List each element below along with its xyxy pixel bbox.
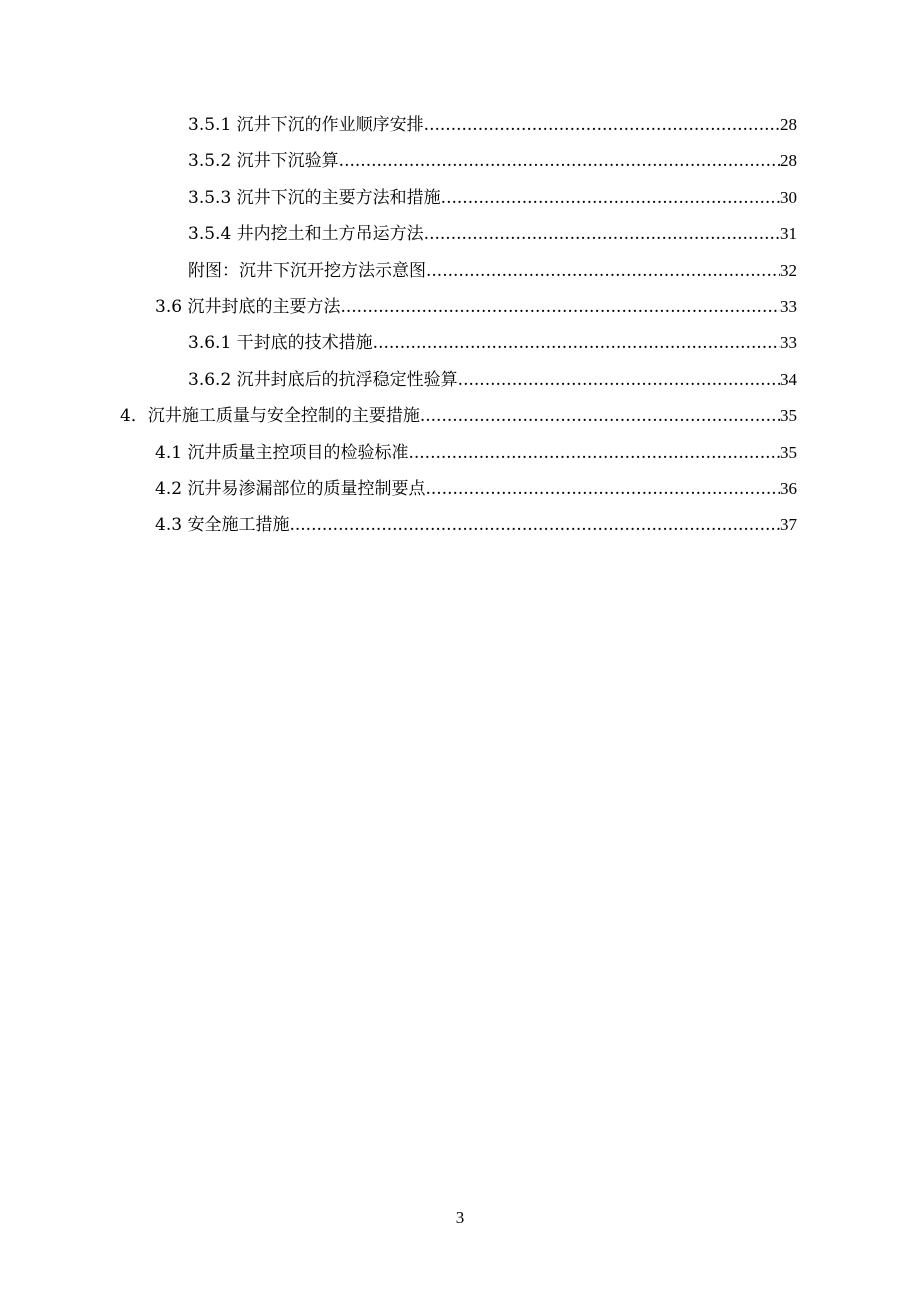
toc-entry-page: 35 <box>780 442 797 462</box>
toc-entry-page: 30 <box>780 187 797 207</box>
toc-dot-leader <box>373 325 780 361</box>
toc-entry-page: 36 <box>780 478 797 498</box>
toc-entry-4-3[interactable] <box>0 507 920 543</box>
toc-entry-title: 附图：沉井下沉开挖方法示意图 <box>188 260 426 281</box>
toc-entry-page: 28 <box>780 151 797 171</box>
toc-entry-appendix-figure[interactable] <box>0 253 920 289</box>
toc-entry-page: 33 <box>780 296 797 316</box>
toc-entry-title: 4.1 沉井质量主控项目的检验标准 <box>155 442 409 463</box>
toc-entry-4-1[interactable] <box>0 435 920 471</box>
toc-entry-3-5-3[interactable] <box>0 180 920 216</box>
toc-entry-title: 3.6 沉井封底的主要方法 <box>155 296 341 317</box>
toc-entry-page: 37 <box>780 515 797 535</box>
toc-entry-page: 31 <box>780 224 797 244</box>
toc-entry-3-6-1[interactable] <box>0 325 920 361</box>
toc-entry-3-6[interactable] <box>0 289 920 325</box>
toc-dot-leader <box>424 216 780 252</box>
toc-entry-title: 4.2 沉井易渗漏部位的质量控制要点 <box>155 478 426 499</box>
toc-entry-3-5-4[interactable] <box>0 216 920 252</box>
toc-entry-title: 3.5.3 沉井下沉的主要方法和措施 <box>188 187 441 208</box>
toc-entry-page: 28 <box>780 115 797 134</box>
toc-entry-3-5-2[interactable] <box>0 143 920 179</box>
toc-dot-leader <box>426 253 780 289</box>
toc-dot-leader <box>424 107 780 143</box>
toc-dot-leader <box>441 180 780 216</box>
toc-entry-title: 3.5.4 井内挖土和土方吊运方法 <box>188 224 424 245</box>
toc-entry-title: 3.5.1 沉井下沉的作业顺序安排 <box>188 115 424 135</box>
toc-dot-leader <box>289 507 780 543</box>
page-number: 3 <box>455 1208 465 1227</box>
toc-dot-leader <box>425 471 780 507</box>
toc-entry-page: 33 <box>780 333 797 353</box>
toc-entry-title: 3.6.2 沉井封底后的抗浮稳定性验算 <box>188 369 458 390</box>
toc-entry-title: 3.6.1 干封底的技术措施 <box>188 333 373 354</box>
toc-entry-page: 35 <box>780 406 797 426</box>
toc-dot-leader <box>340 289 780 325</box>
toc-dot-leader <box>420 398 780 434</box>
table-of-contents <box>0 107 920 544</box>
toc-entry-4-2[interactable] <box>0 471 920 507</box>
toc-entry-3-6-2[interactable] <box>0 362 920 398</box>
toc-entry-title: 4.3 安全施工措施 <box>155 515 290 536</box>
toc-dot-leader <box>458 362 780 398</box>
toc-entry-page: 32 <box>780 260 797 280</box>
toc-dot-leader <box>339 143 780 179</box>
toc-entry-4[interactable] <box>0 398 920 434</box>
toc-dot-leader <box>408 435 780 471</box>
toc-entry-title: 3.5.2 沉井下沉验算 <box>188 151 339 172</box>
toc-entry-title: 4．沉井施工质量与安全控制的主要措施 <box>120 406 420 427</box>
toc-entry-page: 34 <box>780 369 797 389</box>
toc-entry-3-5-1[interactable] <box>0 107 920 143</box>
